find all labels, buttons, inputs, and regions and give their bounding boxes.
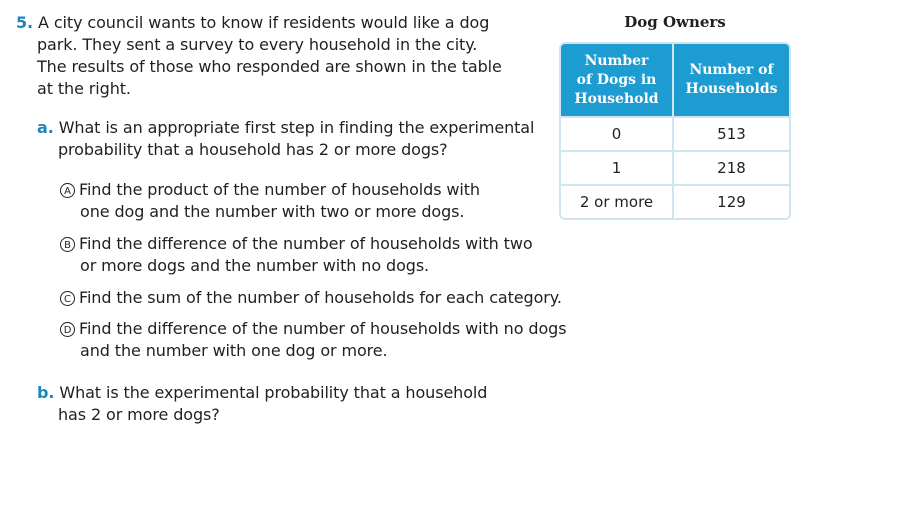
part-b-question-line-1 [37, 382, 487, 404]
cell-households: 129 [674, 184, 789, 218]
problem-stem-line-3: The results of those who responded are shown in the table [37, 57, 502, 76]
table-row [561, 184, 789, 218]
problem-stem-line-2: park. They sent a survey to every household in the city. [37, 35, 478, 54]
choice-a-bubble-icon[interactable]: A [60, 183, 75, 198]
choice-b-text-line-2: or more dogs and the number with no dogs. [80, 256, 430, 275]
cell-dogs: 1 [561, 150, 674, 184]
problem-stem-line-1 [16, 12, 489, 34]
table-title: Dog Owners [624, 13, 726, 31]
cell-dogs: 0 [561, 116, 674, 150]
cell-dogs: 2 or more [561, 184, 674, 218]
table-row [561, 150, 789, 184]
table-row [561, 116, 789, 150]
problem-number: 5. [16, 13, 34, 32]
cell-households: 513 [674, 116, 789, 150]
stem-text: A city council wants to know if residents would like a dog [38, 13, 490, 32]
choice-d-text-line-2: and the number with one dog or more. [80, 341, 388, 360]
part-a-question-line-2: probability that a household has 2 or more dogs? [58, 140, 448, 159]
choice-c-text-line-1: Find the sum of the number of households for each category. [79, 288, 562, 307]
choice-b-text-line-1: Find the difference of the number of households with two [79, 234, 533, 253]
choice-b[interactable] [60, 233, 533, 255]
choice-b-bubble-icon[interactable]: B [60, 237, 75, 252]
choice-d-bubble-icon[interactable]: D [60, 322, 75, 337]
part-a-question-line-1 [37, 117, 534, 139]
part-a-text: What is an appropriate first step in finding the experimental [58, 118, 535, 137]
part-b-letter: b. [37, 383, 55, 402]
choice-c-bubble-icon[interactable]: C [60, 291, 75, 306]
choice-c[interactable] [60, 287, 562, 309]
cell-households: 218 [674, 150, 789, 184]
choice-a-text-line-1: Find the product of the number of households with [79, 180, 480, 199]
dog-owners-table [559, 42, 791, 220]
choice-d-text-line-1: Find the difference of the number of households with no dogs [79, 319, 567, 338]
table-header-row [561, 44, 789, 116]
part-b-text: What is the experimental probability that a household [59, 383, 488, 402]
header-number-of-households: Number of Households [674, 44, 789, 116]
choice-a[interactable] [60, 179, 480, 201]
part-b-question-line-2: has 2 or more dogs? [58, 405, 220, 424]
problem-stem-line-4: at the right. [37, 79, 131, 98]
choice-d[interactable] [60, 318, 566, 340]
header-dogs-in-household: Number of Dogs in Household [561, 44, 674, 116]
choice-a-text-line-2: one dog and the number with two or more dogs. [80, 202, 465, 221]
part-a-letter: a. [37, 118, 54, 137]
